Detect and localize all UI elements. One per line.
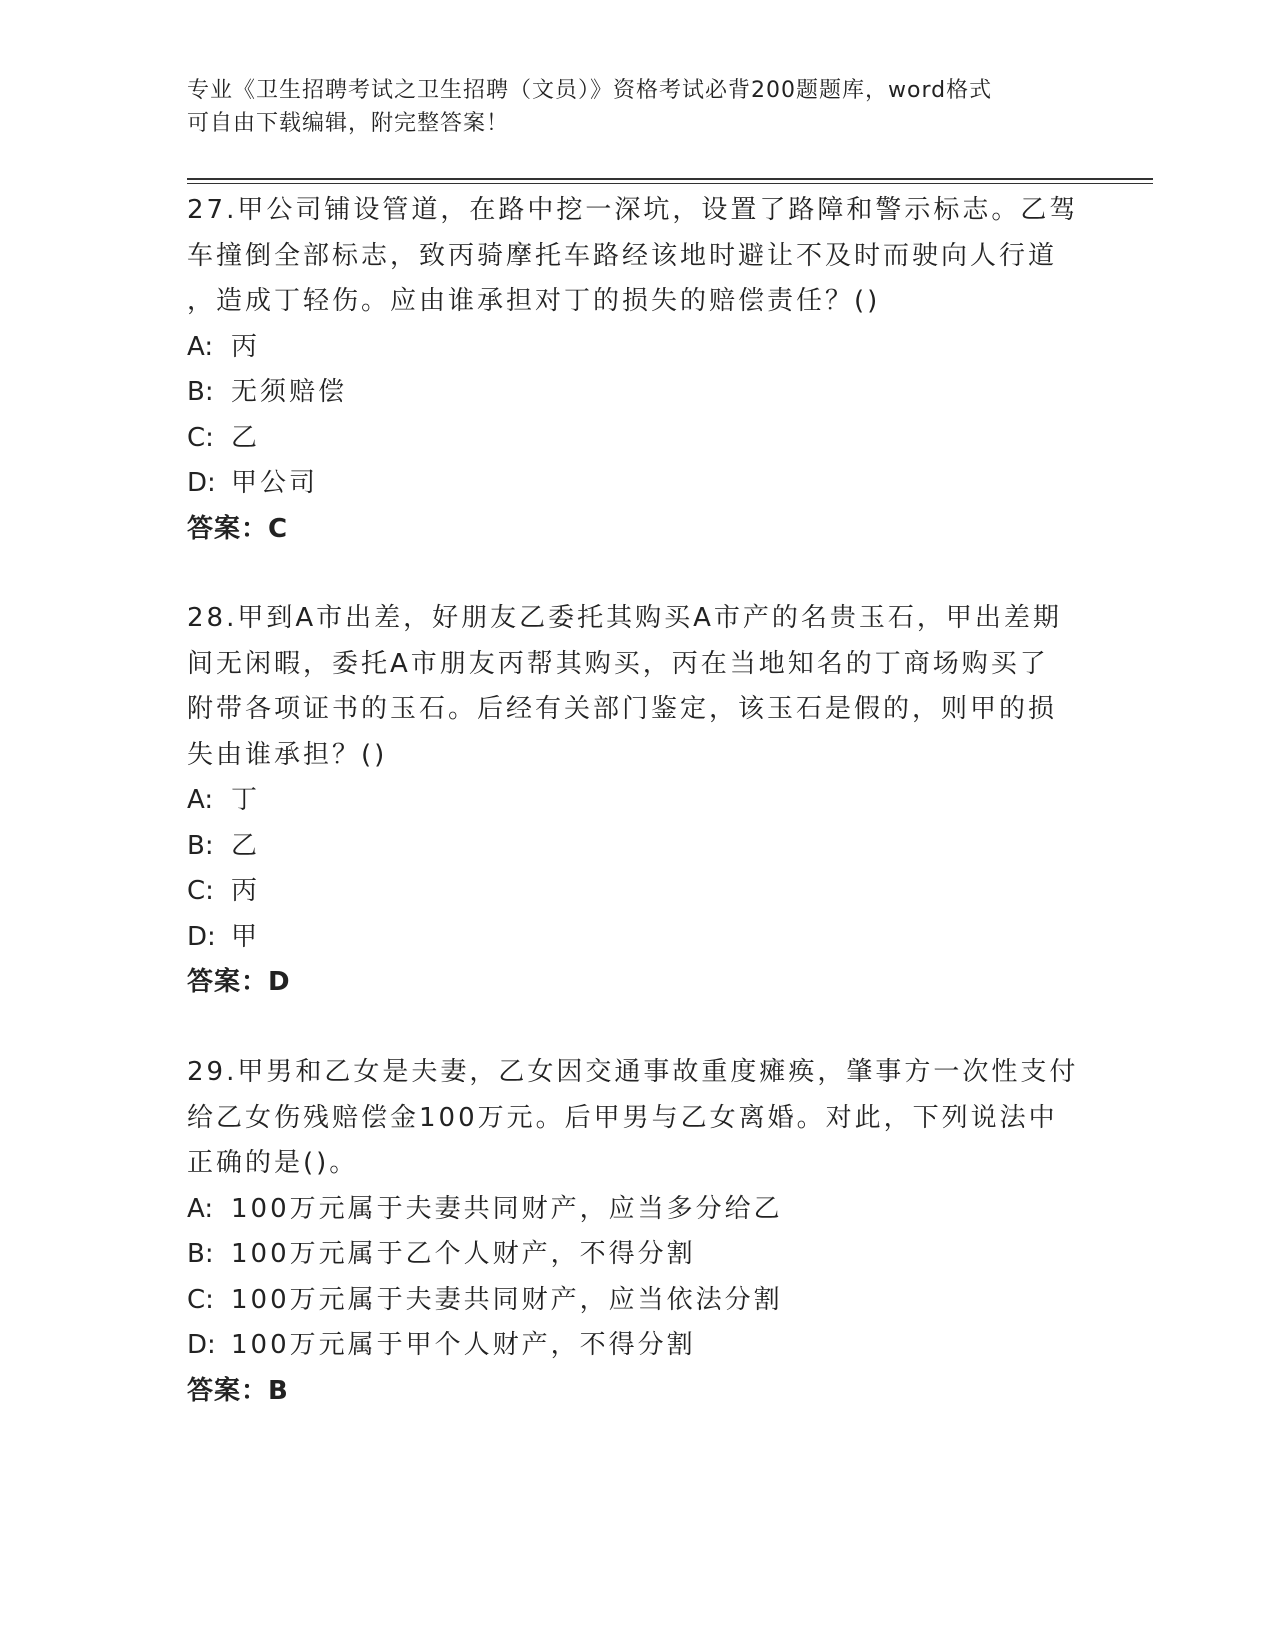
option-key: D:	[187, 468, 216, 498]
header-line-2: 可自由下载编辑，附完整答案！	[187, 111, 510, 136]
option-text: 乙	[231, 422, 261, 453]
option-key: B:	[187, 377, 214, 407]
question-stem-line: 28.甲到A市出差，好朋友乙委托其购买A市产的名贵玉石，甲出差期	[187, 603, 1062, 633]
option-text: 丙	[231, 876, 261, 906]
option-d	[187, 461, 1087, 507]
option-b	[187, 370, 1087, 416]
header-divider-thin	[187, 183, 1153, 184]
question-stem-line: 正确的是()。	[187, 1148, 359, 1178]
option-c	[187, 416, 1087, 462]
option-a	[187, 1187, 1087, 1233]
question-stem-line: 29.甲男和乙女是夫妻，乙女因交通事故重度瘫痪，肇事方一次性支付	[187, 1057, 1079, 1087]
option-key: D:	[187, 921, 216, 952]
option-text: 甲	[231, 921, 261, 952]
option-a	[187, 325, 1087, 371]
question-stem-line: 附带各项证书的玉石。后经有关部门鉴定，该玉石是假的，则甲的损	[187, 694, 1058, 724]
answer-line: 答案：B	[187, 1375, 289, 1406]
header-divider-thick	[187, 178, 1153, 180]
option-key: B:	[187, 1239, 214, 1269]
option-key: D:	[187, 1330, 216, 1360]
question-stem-line: 车撞倒全部标志，致丙骑摩托车路经该地时避让不及时而驶向人行道	[187, 240, 1058, 271]
option-text: 100万元属于夫妻共同财产，应当依法分割	[231, 1284, 783, 1315]
option-a	[187, 778, 1087, 824]
option-text: 100万元属于乙个人财产，不得分割	[231, 1239, 696, 1269]
option-key: C:	[187, 876, 214, 906]
document-header	[187, 74, 1067, 140]
option-b	[187, 824, 1087, 870]
option-key: A:	[187, 785, 214, 815]
option-key: B:	[187, 830, 214, 861]
question-27	[187, 188, 1087, 552]
question-stem-line: 失由谁承担？()	[187, 739, 388, 770]
answer-line: 答案：C	[187, 513, 289, 544]
question-stem-line: 给乙女伤残赔偿金100万元。后甲男与乙女离婚。对此，下列说法中	[187, 1102, 1058, 1133]
option-d	[187, 915, 1087, 961]
option-text: 100万元属于甲个人财产，不得分割	[231, 1330, 696, 1360]
option-key: C:	[187, 422, 214, 453]
option-c	[187, 869, 1087, 915]
option-text: 甲公司	[231, 468, 319, 498]
option-key: A:	[187, 331, 214, 362]
question-stem-line: ，造成丁轻伤。应由谁承担对丁的损失的赔偿责任？()	[187, 286, 881, 316]
option-key: A:	[187, 1193, 214, 1224]
option-text: 100万元属于夫妻共同财产，应当多分给乙	[231, 1193, 783, 1224]
answer-line: 答案：D	[187, 967, 291, 997]
option-text: 丙	[231, 331, 261, 362]
option-b	[187, 1232, 1087, 1278]
option-text: 无须赔偿	[231, 377, 348, 407]
option-c	[187, 1278, 1087, 1324]
option-key: C:	[187, 1284, 214, 1315]
header-line-1: 专业《卫生招聘考试之卫生招聘（文员）》资格考试必背200题题库，word格式	[187, 78, 993, 103]
question-stem-line: 27.甲公司铺设管道，在路中挖一深坑，设置了路障和警示标志。乙驾	[187, 195, 1079, 225]
question-29	[187, 1050, 1087, 1414]
question-stem-line: 间无闲暇，委托A市朋友丙帮其购买，丙在当地知名的丁商场购买了	[187, 648, 1049, 679]
option-text: 丁	[231, 785, 261, 815]
option-text: 乙	[231, 830, 261, 861]
option-d	[187, 1323, 1087, 1369]
question-28	[187, 596, 1087, 1006]
